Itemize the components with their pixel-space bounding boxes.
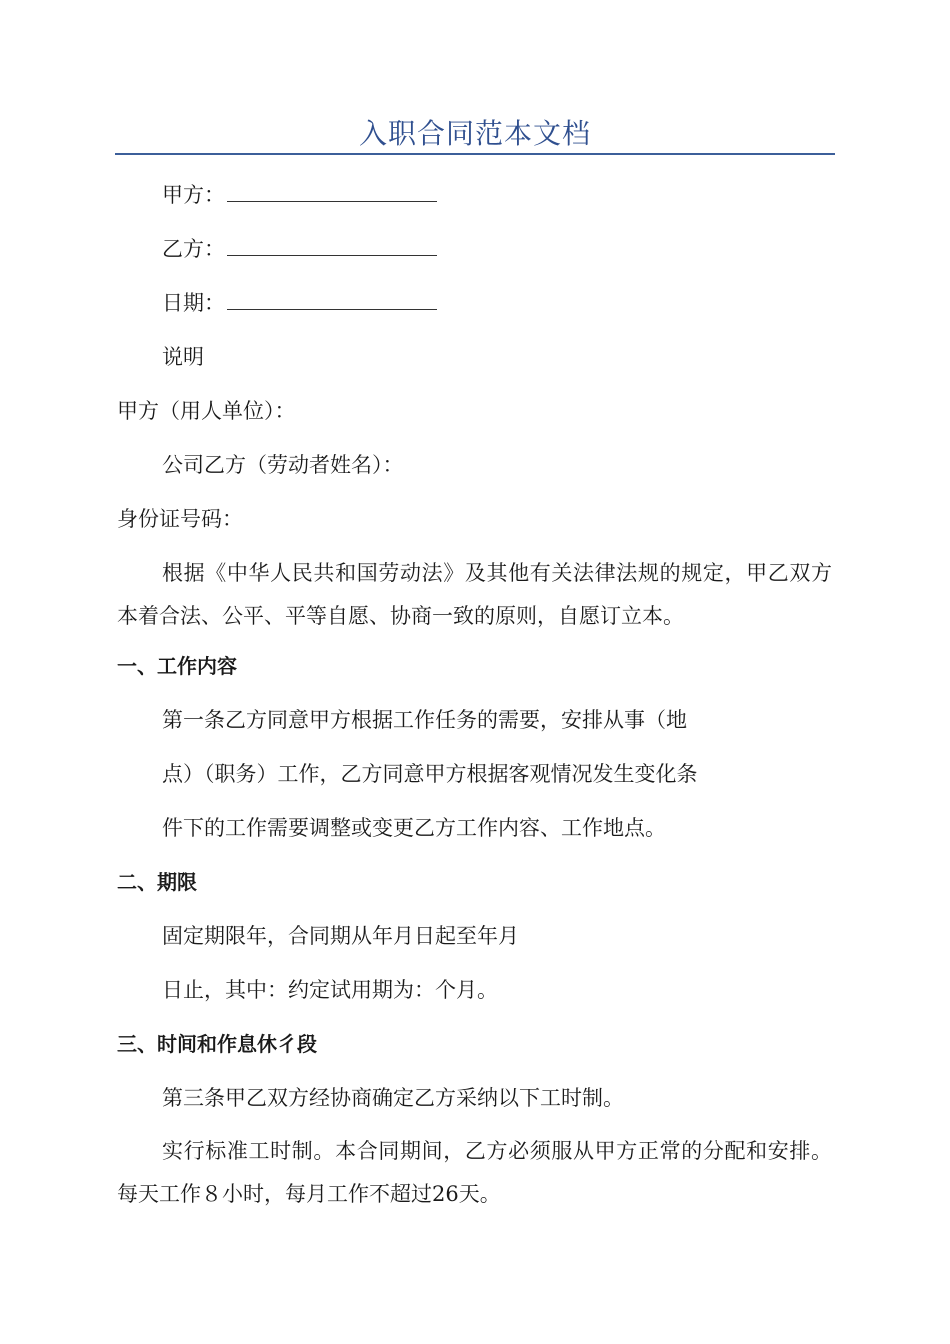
section-1-line-1: 第一条乙方同意甲方根据工作任务的需要，安排从事（地 [162, 708, 687, 732]
party-b-blank[interactable] [227, 237, 437, 256]
section-2-heading: 二、期限 [117, 870, 197, 894]
note-heading: 说明 [162, 345, 204, 369]
section-1-line-2: 点）（职务）工作，乙方同意甲方根据客观情况发生变化条 [162, 762, 698, 786]
section-1-heading: 一、工作内容 [117, 654, 237, 678]
party-a-blank[interactable] [227, 183, 437, 202]
section-3-paragraph: 实行标准工时制。本合同期间，乙方必须服从甲方正常的分配和安排。每天工作８小时，每月工作不超过26天。 [117, 1139, 832, 1206]
date-label: 日期： [162, 291, 225, 315]
party-a-field [162, 181, 437, 209]
title-underline [115, 153, 835, 155]
party-b-field [162, 235, 437, 263]
section-2-line-2: 日止，其中：约定试用期为：个月。 [162, 978, 498, 1002]
employer-line: 甲方（用人单位）： [117, 399, 296, 423]
party-b-label: 乙方： [162, 237, 225, 261]
id-number-line: 身份证号码： [117, 507, 243, 531]
date-blank[interactable] [227, 291, 437, 310]
section-2-line-1: 固定期限年，合同期从年月日起至年月 [162, 924, 519, 948]
employee-line: 公司乙方（劳动者姓名）： [162, 453, 404, 477]
section-3-heading: 三、时间和作息休彳段 [117, 1032, 317, 1056]
basis-paragraph: 根据《中华人民共和国劳动法》及其他有关法律法规的规定，甲乙双方本着合法、公平、平等自愿、协商一致的原则，自愿订立本。 [117, 561, 832, 628]
party-a-label: 甲方： [162, 183, 225, 207]
section-3-line-1: 第三条甲乙双方经协商确定乙方采纳以下工时制。 [162, 1086, 624, 1110]
document-title: 入职合同范本文档 [358, 117, 591, 150]
date-field [162, 289, 437, 317]
section-1-line-3: 件下的工作需要调整或变更乙方工作内容、工作地点。 [162, 816, 666, 840]
